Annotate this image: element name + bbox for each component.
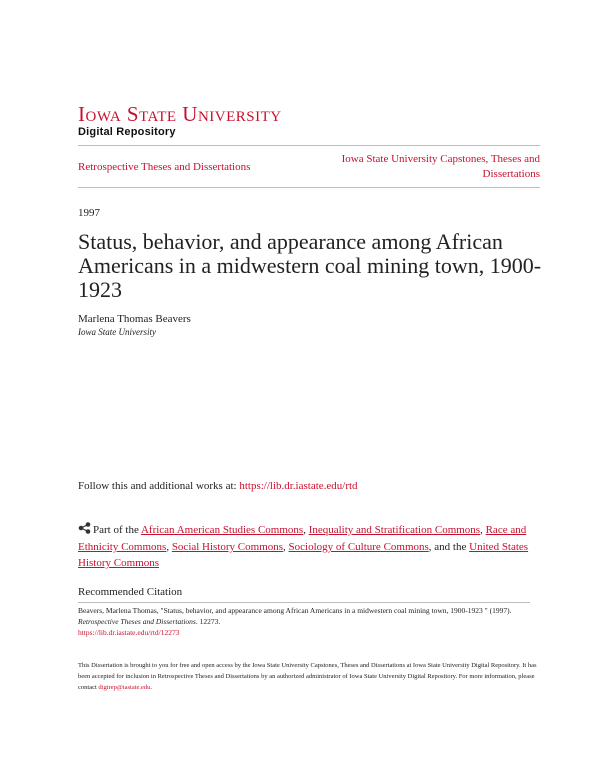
- commons-link-sociology-of-culture[interactable]: Sociology of Culture Commons: [288, 541, 429, 553]
- recommended-citation-heading: Recommended Citation: [78, 586, 183, 598]
- citation-url-link[interactable]: https://lib.dr.iastate.edu/rtd/12273: [78, 628, 180, 637]
- follow-works: [78, 480, 358, 492]
- collections-row: [78, 146, 540, 187]
- notice-text: This Dissertation is brought to you for free and open access by the Iowa State University Capstones, Theses and Dissertations at Iowa State University Digital Repository. It has been accepted for inclusion in Retrospective Theses and Dissertations by an authorized administrator of Iowa State University Digital Repository. For more information, please contact: [78, 662, 537, 691]
- commons-link-social-history[interactable]: Social History Commons: [171, 541, 284, 553]
- commons-link-inequality-stratification[interactable]: Inequality and Stratification Commons: [308, 524, 481, 536]
- citation-number: . 12273.: [195, 617, 221, 626]
- logo-subtitle: Digital Repository: [78, 126, 176, 138]
- separator-and-the: , and the: [428, 541, 470, 553]
- collections-bar: [78, 145, 540, 188]
- part-of-prefix: Part of the: [93, 524, 141, 536]
- bottom-divider: [78, 187, 540, 188]
- notice-end: .: [150, 684, 153, 691]
- author-affiliation: Iowa State University: [78, 327, 156, 337]
- document-title: Status, behavior, and appearance among African Americans in a midwestern coal mining town, 1900-1923: [78, 229, 542, 302]
- part-of-commons: [78, 522, 544, 571]
- citation-divider: [78, 602, 530, 603]
- follow-label: Follow this and additional works at:: [78, 480, 240, 492]
- separator: ,: [303, 524, 309, 536]
- access-notice: [78, 660, 538, 693]
- commons-link-us-history[interactable]: United States History Commons: [78, 541, 529, 569]
- citation-text: [78, 605, 534, 638]
- separator: ,: [283, 541, 289, 553]
- author-name: Marlena Thomas Beavers: [78, 313, 191, 325]
- logo-university-name: Iowa State University: [78, 102, 282, 126]
- citation-series: Retrospective Theses and Dissertations: [78, 617, 196, 626]
- retrospective-theses-link[interactable]: Retrospective Theses and Dissertations: [78, 161, 251, 173]
- share-icon: [78, 522, 91, 539]
- contact-email-link[interactable]: digirep@iastate.edu: [98, 684, 151, 691]
- commons-link-african-american-studies[interactable]: African American Studies Commons: [140, 524, 304, 536]
- separator: ,: [480, 524, 486, 536]
- follow-url-link[interactable]: https://lib.dr.iastate.edu/rtd: [239, 480, 358, 492]
- separator: ,: [166, 541, 172, 553]
- commons-link-race-ethnicity[interactable]: Race and Ethnicity Commons: [78, 524, 527, 553]
- publication-year: 1997: [78, 207, 100, 219]
- capstones-theses-link[interactable]: Iowa State University Capstones, Theses and Dissertations: [341, 153, 540, 180]
- university-logo[interactable]: [78, 104, 282, 138]
- citation-body: Beavers, Marlena Thomas, "Status, behavior, and appearance among African Americans in a midwestern coal mining town, 1900-1923 " (1997).: [78, 606, 512, 615]
